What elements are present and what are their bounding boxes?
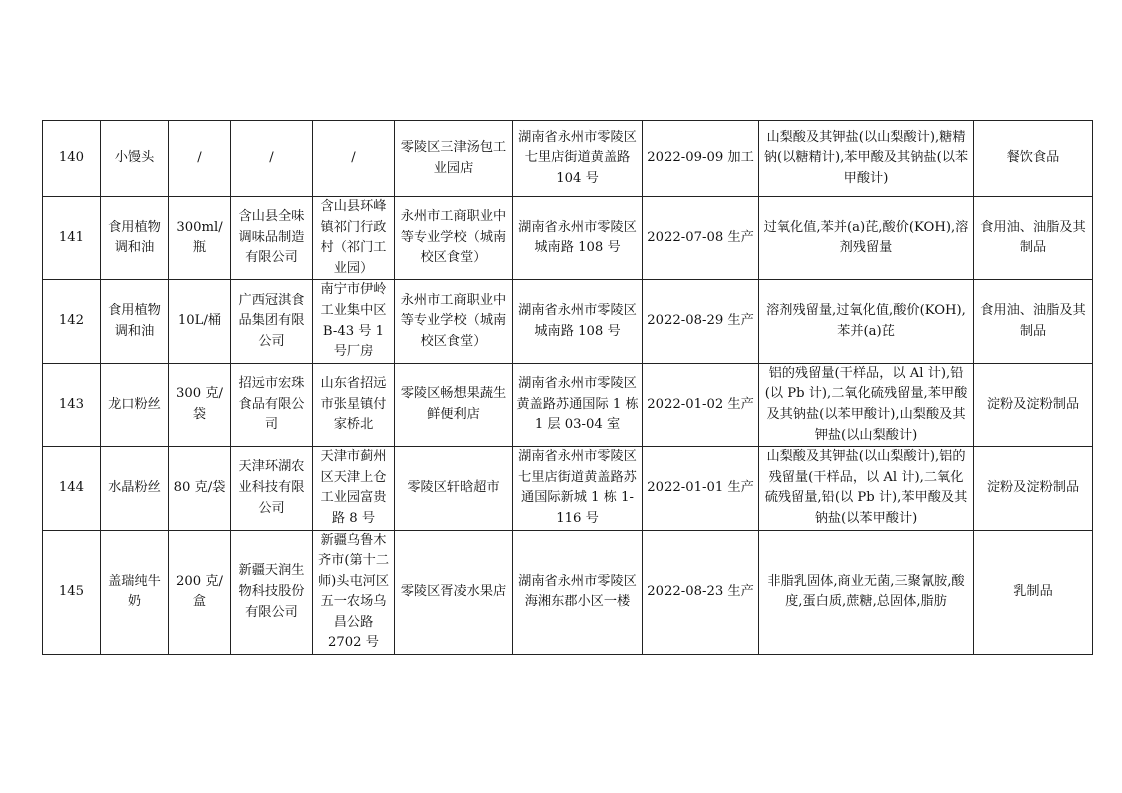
producer-address: 新疆乌鲁木齐市(第十二师)头屯河区五一农场乌昌公路 2702 号	[313, 530, 395, 655]
food-category: 餐饮食品	[974, 121, 1093, 197]
sampled-unit: 永州市工商职业中等专业学校（城南校区食堂）	[395, 280, 513, 363]
sampled-unit-address: 湖南省永州市零陵区海湘东郡小区一楼	[513, 530, 643, 655]
producer-address: /	[313, 121, 395, 197]
sampled-unit-address: 湖南省永州市零陵区城南路 108 号	[513, 197, 643, 280]
production-date: 2022-08-29 生产	[643, 280, 759, 363]
row-number: 140	[43, 121, 101, 197]
producer-name: /	[231, 121, 313, 197]
sampled-unit-address: 湖南省永州市零陵区七里店街道黄盖路 104 号	[513, 121, 643, 197]
inspection-items: 山梨酸及其钾盐(以山梨酸计),糖精钠(以糖精计),苯甲酸及其钠盐(以苯甲酸计)	[759, 121, 974, 197]
producer-name: 广西冠淇食品集团有限公司	[231, 280, 313, 363]
food-category: 淀粉及淀粉制品	[974, 363, 1093, 446]
production-date: 2022-01-02 生产	[643, 363, 759, 446]
sampled-unit: 零陵区轩晗超市	[395, 447, 513, 530]
specification: 10L/桶	[169, 280, 231, 363]
sampled-unit: 零陵区畅想果蔬生鲜便利店	[395, 363, 513, 446]
row-number: 144	[43, 447, 101, 530]
production-date: 2022-07-08 生产	[643, 197, 759, 280]
table-row	[43, 447, 1093, 530]
production-date: 2022-08-23 生产	[643, 530, 759, 655]
producer-address: 南宁市伊岭工业集中区 B-43 号 1 号厂房	[313, 280, 395, 363]
food-category: 食用油、油脂及其制品	[974, 280, 1093, 363]
inspection-items: 铝的残留量(干样品，以 Al 计),铅(以 Pb 计),二氧化硫残留量,苯甲酸及其钠盐(以苯甲酸计),山梨酸及其钾盐(以山梨酸计)	[759, 363, 974, 446]
sampled-unit: 零陵区三津汤包工业园店	[395, 121, 513, 197]
sampled-unit: 零陵区胥凌水果店	[395, 530, 513, 655]
product-name: 食用植物调和油	[101, 197, 169, 280]
inspection-items: 山梨酸及其钾盐(以山梨酸计),铝的残留量(干样品，以 Al 计),二氧化硫残留量,铅(以 Pb 计),苯甲酸及其钠盐(以苯甲酸计)	[759, 447, 974, 530]
producer-address: 天津市蓟州区天津上仓工业园富贵路 8 号	[313, 447, 395, 530]
table-row	[43, 197, 1093, 280]
row-number: 142	[43, 280, 101, 363]
specification: /	[169, 121, 231, 197]
specification: 300 克/袋	[169, 363, 231, 446]
product-name: 盖瑞纯牛奶	[101, 530, 169, 655]
specification: 80 克/袋	[169, 447, 231, 530]
table-row	[43, 530, 1093, 655]
food-category: 乳制品	[974, 530, 1093, 655]
product-name: 水晶粉丝	[101, 447, 169, 530]
food-category: 食用油、油脂及其制品	[974, 197, 1093, 280]
sampled-unit-address: 湖南省永州市零陵区城南路 108 号	[513, 280, 643, 363]
table-row	[43, 363, 1093, 446]
row-number: 141	[43, 197, 101, 280]
table-row	[43, 121, 1093, 197]
food-category: 淀粉及淀粉制品	[974, 447, 1093, 530]
inspection-items: 过氧化值,苯并(a)芘,酸价(KOH),溶剂残留量	[759, 197, 974, 280]
inspection-items: 溶剂残留量,过氧化值,酸价(KOH),苯并(a)芘	[759, 280, 974, 363]
producer-name: 含山县全味调味品制造有限公司	[231, 197, 313, 280]
inspection-items: 非脂乳固体,商业无菌,三聚氰胺,酸度,蛋白质,蔗糖,总固体,脂肪	[759, 530, 974, 655]
table-row	[43, 280, 1093, 363]
row-number: 143	[43, 363, 101, 446]
sampled-unit-address: 湖南省永州市零陵区黄盖路苏通国际 1 栋 1 层 03-04 室	[513, 363, 643, 446]
product-name: 龙口粉丝	[101, 363, 169, 446]
product-name: 小馒头	[101, 121, 169, 197]
producer-address: 山东省招远市张星镇付家桥北	[313, 363, 395, 446]
specification: 200 克/盒	[169, 530, 231, 655]
production-date: 2022-09-09 加工	[643, 121, 759, 197]
production-date: 2022-01-01 生产	[643, 447, 759, 530]
sampled-unit-address: 湖南省永州市零陵区七里店街道黄盖路苏通国际新城 1 栋 1-116 号	[513, 447, 643, 530]
inspection-table	[42, 120, 1093, 655]
product-name: 食用植物调和油	[101, 280, 169, 363]
producer-name: 天津环湖农业科技有限公司	[231, 447, 313, 530]
producer-name: 招远市宏珠食品有限公司	[231, 363, 313, 446]
row-number: 145	[43, 530, 101, 655]
specification: 300ml/瓶	[169, 197, 231, 280]
producer-name: 新疆天润生物科技股份有限公司	[231, 530, 313, 655]
producer-address: 含山县环峰镇祁门行政村（祁门工业园）	[313, 197, 395, 280]
sampled-unit: 永州市工商职业中等专业学校（城南校区食堂）	[395, 197, 513, 280]
